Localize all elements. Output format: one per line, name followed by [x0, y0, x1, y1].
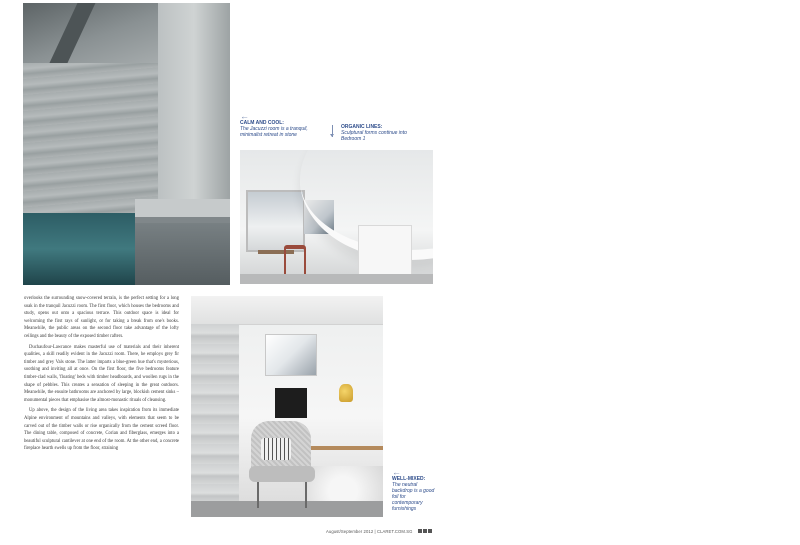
- living-area-photo: [191, 296, 383, 517]
- stone-wall: [23, 63, 158, 213]
- white-cabinet: [358, 225, 412, 279]
- caption-well-mixed: [392, 469, 436, 512]
- caption-title: WELL-MIXED:: [392, 476, 426, 482]
- jacuzzi-room-photo: [23, 3, 230, 285]
- caption-organic-lines: [341, 124, 409, 142]
- square-icon: [423, 529, 427, 533]
- stone-wall: [191, 324, 239, 517]
- cushion: [261, 438, 291, 460]
- caption-text: The neutral backdrop is a good foil for contemporary furnishings: [392, 482, 435, 512]
- stone-floor: [135, 223, 230, 285]
- chair-leg: [257, 482, 259, 508]
- caption-calm-and-cool: [240, 113, 320, 138]
- wall-art-dark: [275, 388, 307, 418]
- stone-bench: [135, 199, 230, 217]
- article-paragraph: Up above, the design of the living area takes inspiration from its immediate Alpine environment of mountains and valleys, with elements that seem to be carved out of the timber walls or rise organically from the cement screed floor. The dining table, composed of concrete, Corian and fiberglass, emerges into a beautiful sculptural cantilever at one end of the room. At the other end, a concrete fireplace hearth swells up from the floor, straining: [24, 408, 179, 452]
- chair-leg: [305, 482, 307, 508]
- caption-text: The Jacuzzi room is a tranquil, minimalist retreat in stone: [240, 126, 308, 138]
- bedroom-photo: [240, 150, 433, 284]
- floor: [240, 274, 433, 284]
- yellow-lamp: [339, 384, 353, 402]
- ceiling: [191, 296, 383, 325]
- arrow-left-icon: ←: [240, 111, 249, 121]
- social-icons: [417, 529, 432, 534]
- caption-text: Sculptural forms continue into Bedroom 1: [341, 130, 407, 142]
- arrow-left-icon: ←: [392, 467, 401, 477]
- article-paragraph: overlooks the surrounding snow-covered terrain, is the perfect setting for a long soak in the tranquil Jacuzzi room. The first floor, which houses the bedrooms and study, opens out onto a spacious terrace. This outdoor space is ideal for welcoming the first rays of sunlight, or for taking a break from one's books. Meanwhile, the public areas on the second floor take advantage of the lofty ceilings and the beauty of the exposed timber rafters.: [24, 296, 179, 339]
- footer-text: August/September 2012 | CLARET.COM.SG: [326, 529, 413, 534]
- square-icon: [428, 529, 432, 533]
- shelf: [311, 446, 383, 450]
- caption-title: ORGANIC LINES:: [341, 124, 383, 130]
- square-icon: [418, 529, 422, 533]
- article-body: [24, 295, 179, 456]
- floor: [191, 501, 383, 517]
- armchair-seat: [249, 466, 315, 482]
- caption-title: CALM AND COOL:: [240, 120, 284, 126]
- arrow-down-icon: [332, 125, 333, 137]
- article-paragraph: Duchaufour-Lawrance makes masterful use of materials and their inherent qualities, a skill readily evident in the Jacuzzi room. There, he employs grey fir timber and grey Vals stone. The latter imparts a blue-green hue that's mysterious, soothing and inviting all at once. On the first floor, the five bedrooms feature timber-clad walls, 'floating' beds with timber headboards, and woollen rugs in the shape of pebbles. This creates a sensation of sleeping in the great outdoors. Meanwhile, the ensuite bathrooms are anchored by large, blockish cement sinks – monumental pieces that emphasise the almost-monastic rituals of cleansing.: [24, 344, 179, 403]
- page-footer: [326, 529, 432, 534]
- window: [246, 190, 305, 252]
- wall-art: [265, 334, 317, 376]
